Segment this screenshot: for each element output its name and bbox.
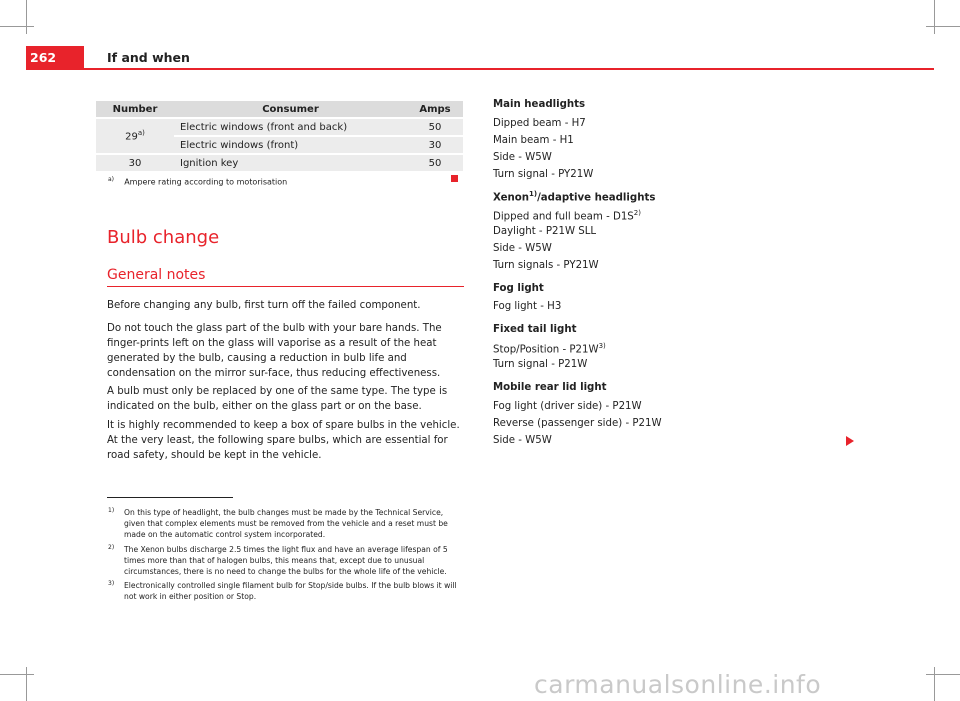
footnote-text: On this type of headlight, the bulb changes must be made by the Technical Service, given that complex elements must be removed from the vehicle and a reset must be made on the automatic control system incorporated. [124,508,448,539]
footnote [108,544,466,577]
bulb-item: Turn signal - P21W [493,359,588,370]
bulb-item: Fog light (driver side) - P21W [493,401,642,412]
end-of-section-icon [451,175,458,182]
footnote-ref: 2) [633,209,641,217]
footnote-marker: a) [108,176,115,183]
footnote-ref: 3) [598,342,606,350]
bulb-group-title-text: Xenon [493,192,529,204]
bulb-group-title: Main headlights [493,99,586,110]
table-cell-amps: 30 [407,137,463,153]
footnote-rule [107,497,233,498]
bulb-group-title: Fog light [493,283,544,294]
section-subtitle: General notes [107,267,206,283]
continue-arrow-icon [846,436,854,446]
table-footnote-text: Ampere rating according to motorisation [124,177,288,187]
crop-mark [934,0,935,34]
body-paragraph: It is highly recommended to keep a box of spare bulbs in the vehicle. At the very least, the following spare bulbs, which are essential for road safety, should be kept in the vehicle. [107,420,460,461]
footnote-text: Electronically controlled single filament bulb for Stop/side bulbs. If the bulb blows it will not work in either position or Stop. [124,581,457,601]
crop-mark [926,674,960,675]
bulb-item [493,342,606,355]
body-paragraph: A bulb must only be replaced by one of the same type. The type is indicated on the bulb, either on the glass part or on the base. [107,386,448,412]
watermark: carmanualsonline.info [534,670,822,699]
crop-mark [26,667,27,701]
column-header-amps: Amps [407,101,463,117]
crop-mark [0,26,34,27]
body-paragraph: Do not touch the glass part of the bulb with your bare hands. The finger-prints left on the glass will vaporise as a result of the heat generated by the bulb, causing a reduction in bulb life and condensation on the mirror sur-face, thus reducing effectiveness. [107,323,442,379]
bulb-item: Main beam - H1 [493,135,574,146]
table-header-row [96,101,463,117]
header-rule [26,68,934,70]
bulb-item: Daylight - P21W SLL [493,226,597,237]
footnote-ref: 1) [529,190,538,198]
footnote-marker: 2) [108,544,115,551]
fuse-table [96,99,463,173]
table-cell-consumer: Ignition key [174,155,407,171]
bulb-item [493,209,641,222]
crop-mark [0,674,34,675]
bulb-item: Turn signals - PY21W [493,260,599,271]
bulb-group-title: Fixed tail light [493,324,577,335]
bulb-item: Fog light - H3 [493,301,562,312]
bulb-item-text: Stop/Position - P21W [493,344,599,356]
table-row [96,155,463,171]
bulb-item: Reverse (passenger side) - P21W [493,418,662,429]
bulb-item-text: Dipped and full beam - D1S [493,211,634,223]
table-cell-amps: 50 [407,155,463,171]
footnote-marker: 1) [108,507,115,514]
crop-mark [26,0,27,34]
bulb-item: Side - W5W [493,243,552,254]
bulb-item: Side - W5W [493,435,552,446]
page-number: 262 [26,46,84,70]
table-cell-consumer: Electric windows (front and back) [174,119,407,135]
bulb-group-title [493,190,655,203]
table-cell-amps: 50 [407,119,463,135]
footnote [108,580,466,602]
column-header-number: Number [96,101,174,117]
table-row [96,119,463,135]
bulb-item: Dipped beam - H7 [493,118,586,129]
table-footnote [108,176,287,187]
crop-mark [934,667,935,701]
footnote [108,507,466,540]
footnote-marker: 3) [108,580,115,587]
table-cell-consumer: Electric windows (front) [174,137,407,153]
bulb-item: Side - W5W [493,152,552,163]
subtitle-rule [107,286,464,287]
bulb-group-title-suffix: /adaptive headlights [537,192,656,204]
table-cell-number [96,119,174,153]
crop-mark [926,26,960,27]
body-paragraph: Before changing any bulb, first turn off the failed component. [107,300,421,311]
footnote-text: The Xenon bulbs discharge 2.5 times the light flux and have an average lifespan of 5 times more than that of halogen bulbs, this means that, except due to unusual circumstances, there is no need to change the bulbs for the whole life of the vehicle. [124,545,448,576]
bulb-item: Turn signal - PY21W [493,169,594,180]
page-title: If and when [107,50,190,65]
footnote-ref: a) [137,129,145,138]
table-cell-number: 30 [96,155,174,171]
column-header-consumer: Consumer [174,101,407,117]
fuse-number: 29 [125,131,138,143]
bulb-group-title: Mobile rear lid light [493,382,607,393]
section-title: Bulb change [107,227,220,248]
